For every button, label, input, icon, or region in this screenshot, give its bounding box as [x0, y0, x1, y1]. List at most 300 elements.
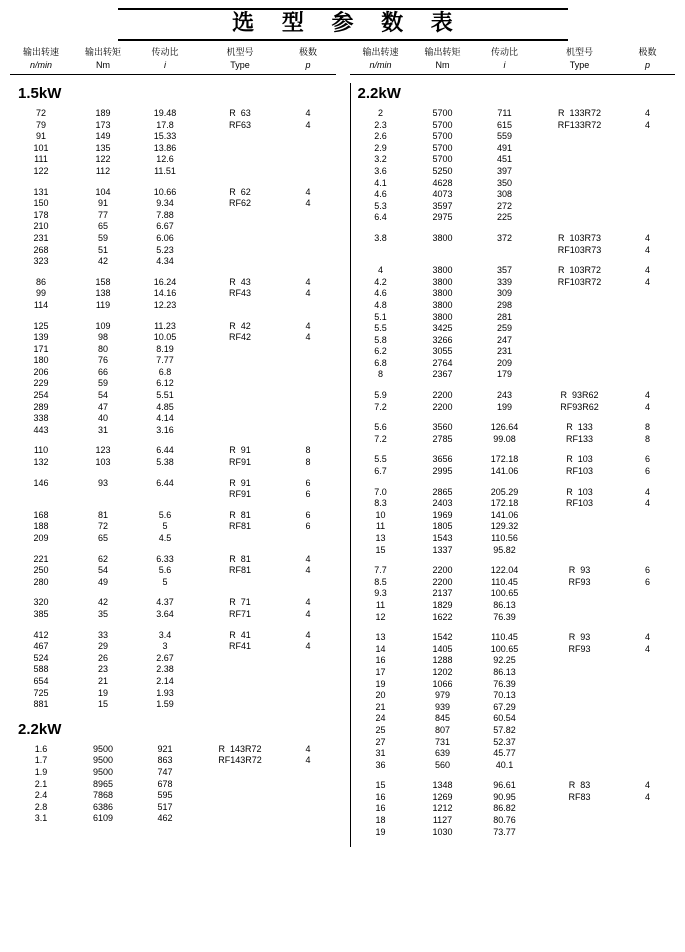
cell-output-torque: 1622	[432, 611, 453, 622]
left-column-header	[10, 45, 336, 71]
header-poles-symbol: p	[644, 60, 650, 70]
cell-output-speed: 268	[33, 244, 49, 255]
cell-poles: 4	[644, 119, 650, 130]
table-row	[350, 725, 676, 737]
cell-poles	[284, 676, 332, 688]
cell-poles	[624, 288, 672, 300]
cell-poles	[284, 355, 332, 367]
table-row	[10, 143, 336, 155]
cell-type	[536, 154, 624, 166]
cell-type: RF133	[565, 433, 593, 444]
cell-type	[536, 545, 624, 557]
table-row	[10, 256, 336, 268]
cell-ratio: 209	[496, 357, 513, 368]
cell-ratio: 517	[157, 801, 173, 812]
model-group	[350, 780, 676, 838]
table-row	[350, 545, 676, 557]
cell-output-speed: 16	[375, 803, 386, 814]
cell-output-torque: 2200	[432, 401, 453, 412]
table-row	[350, 498, 676, 510]
cell-poles	[284, 210, 332, 222]
cell-type: R 93R62	[560, 390, 599, 401]
cell-poles	[624, 702, 672, 714]
table-row	[10, 565, 336, 577]
cell-poles: 6	[644, 454, 650, 465]
table-row	[10, 154, 336, 166]
cell-output-torque: 122	[95, 154, 111, 165]
cell-output-torque: 135	[95, 142, 111, 153]
cell-output-torque: 9500	[92, 766, 114, 777]
cell-output-speed: 19	[375, 826, 386, 837]
cell-poles	[284, 653, 332, 665]
cell-output-torque: 5700	[432, 119, 453, 130]
cell-output-speed: 10	[375, 509, 386, 520]
model-group	[350, 108, 676, 224]
cell-type	[196, 802, 284, 814]
cell-ratio: 2.14	[156, 675, 174, 686]
header-ratio	[474, 47, 536, 71]
cell-output-speed: 91	[35, 131, 46, 142]
cell-poles	[624, 189, 672, 201]
header-output-torque-cn: 输出转矩	[424, 48, 461, 58]
cell-poles: 4	[305, 320, 311, 331]
table-row	[10, 300, 336, 312]
table-row	[350, 760, 676, 772]
cell-output-torque: 65	[97, 221, 108, 232]
cell-poles: 8	[305, 457, 311, 468]
cell-type	[196, 577, 284, 589]
cell-poles	[284, 664, 332, 676]
table-row	[350, 521, 676, 533]
cell-type: R 41	[229, 629, 251, 640]
cell-type	[196, 402, 284, 414]
cell-output-speed: 323	[33, 256, 49, 267]
cell-output-torque: 173	[95, 119, 111, 130]
cell-type: RF103	[565, 466, 593, 477]
model-group	[350, 632, 676, 771]
model-group	[10, 744, 336, 825]
header-ratio	[134, 47, 196, 71]
cell-ratio	[474, 245, 536, 257]
cell-type: RF62	[228, 198, 251, 209]
cell-type	[536, 323, 624, 335]
table-row	[350, 510, 676, 522]
cell-ratio: 231	[496, 346, 513, 357]
table-row	[10, 510, 336, 522]
table-row	[10, 355, 336, 367]
cell-poles: 6	[305, 489, 311, 500]
cell-poles: 8	[305, 445, 311, 456]
table-row	[10, 378, 336, 390]
cell-poles: 6	[305, 521, 311, 532]
table-row	[350, 780, 676, 792]
cell-type	[536, 713, 624, 725]
cell-output-torque: 1030	[432, 826, 453, 837]
cell-type	[536, 166, 624, 178]
cell-output-speed: 6.2	[374, 346, 387, 357]
cell-ratio: 3	[162, 641, 168, 652]
cell-output-speed: 2.1	[34, 778, 48, 789]
cell-type	[536, 588, 624, 600]
cell-output-speed: 17	[375, 666, 386, 677]
table-row	[350, 588, 676, 600]
cell-output-speed: 3.8	[374, 232, 387, 243]
cell-output-torque: 2785	[432, 433, 453, 444]
cell-ratio: 141.06	[490, 509, 519, 520]
table-row	[350, 565, 676, 577]
cell-output-speed: 139	[33, 332, 49, 343]
cell-type: R 103R72	[557, 265, 602, 276]
cell-output-torque: 9500	[92, 755, 114, 766]
table-row	[350, 600, 676, 612]
cell-ratio: 19.48	[153, 108, 177, 118]
cell-poles	[284, 790, 332, 802]
table-row	[350, 803, 676, 815]
cell-poles: 6	[644, 576, 650, 587]
cell-type	[196, 533, 284, 545]
cell-output-speed: 18	[375, 815, 386, 826]
header-output-torque-unit: Nm	[435, 60, 450, 70]
cell-poles: 4	[644, 791, 650, 802]
cell-poles: 4	[644, 108, 650, 118]
cell-ratio: 80.76	[493, 815, 516, 826]
cell-ratio: 225	[496, 212, 513, 223]
cell-ratio: 126.64	[490, 422, 519, 433]
cell-poles: 6	[644, 466, 650, 477]
cell-type	[536, 702, 624, 714]
right-header-rule	[350, 74, 676, 75]
table-row	[350, 466, 676, 478]
table-row	[350, 245, 676, 257]
cell-poles: 4	[305, 119, 311, 130]
cell-type: R 91	[229, 477, 251, 488]
cell-output-speed: 111	[34, 154, 48, 165]
cell-poles	[624, 369, 672, 381]
header-output-speed-unit: n/min	[369, 60, 392, 70]
cell-type: R 143R72	[218, 743, 262, 754]
table-row	[350, 154, 676, 166]
cell-type	[536, 690, 624, 702]
table-row	[10, 779, 336, 791]
cell-output-speed: 7.0	[374, 486, 387, 497]
cell-output-speed: 221	[33, 553, 49, 564]
cell-output-torque: 93	[97, 477, 108, 488]
header-poles	[284, 47, 332, 71]
cell-poles	[624, 335, 672, 347]
cell-ratio	[134, 489, 196, 501]
table-row	[10, 597, 336, 609]
table-row	[10, 131, 336, 143]
table-row	[10, 767, 336, 779]
cell-output-speed: 3.6	[374, 165, 387, 176]
cell-type	[196, 779, 284, 791]
cell-output-torque: 4628	[432, 177, 453, 188]
table-row	[350, 312, 676, 324]
table-row	[350, 346, 676, 358]
cell-output-torque: 2137	[432, 588, 453, 599]
cell-ratio: 921	[157, 743, 173, 754]
cell-ratio: 4.34	[156, 256, 174, 267]
cell-output-speed: 412	[33, 629, 49, 640]
cell-ratio: 96.61	[493, 780, 516, 791]
cell-type	[536, 143, 624, 155]
cell-ratio: 281	[496, 311, 513, 322]
cell-output-speed: 122	[33, 165, 49, 176]
cell-type	[196, 344, 284, 356]
cell-ratio: 11.23	[154, 320, 176, 331]
cell-output-torque: 3266	[432, 334, 453, 345]
cell-ratio: 397	[496, 165, 513, 176]
cell-output-speed: 385	[33, 608, 49, 619]
cell-ratio: 100.65	[490, 588, 519, 599]
header-output-speed-cn: 输出转速	[22, 48, 59, 58]
table-row	[10, 653, 336, 665]
table-row	[10, 457, 336, 469]
cell-ratio: 16.24	[153, 276, 177, 287]
cell-type	[536, 612, 624, 624]
cell-poles	[624, 143, 672, 155]
cell-poles	[624, 131, 672, 143]
cell-type	[536, 760, 624, 772]
cell-ratio: 13.86	[153, 142, 177, 153]
table-row	[10, 166, 336, 178]
cell-ratio: 8.19	[156, 343, 174, 354]
cell-type	[536, 369, 624, 381]
cell-type	[536, 600, 624, 612]
table-row	[350, 323, 676, 335]
table-row	[10, 664, 336, 676]
cell-output-speed: 178	[33, 209, 49, 220]
cell-output-speed: 114	[33, 299, 49, 310]
cell-output-torque: 91	[97, 198, 108, 209]
cell-output-speed: 7.7	[374, 565, 387, 576]
cell-output-speed: 86	[35, 276, 46, 287]
header-type	[196, 47, 284, 71]
cell-poles: 4	[305, 332, 311, 343]
cell-output-speed: 36	[375, 759, 386, 770]
cell-output-speed: 16	[375, 655, 386, 666]
cell-output-torque: 149	[95, 131, 111, 142]
cell-output-torque: 26	[97, 652, 108, 663]
cell-output-torque: 3656	[432, 454, 453, 465]
cell-ratio: 4.85	[156, 401, 174, 412]
table-row	[10, 744, 336, 756]
cell-output-torque: 72	[97, 521, 108, 532]
table-row	[10, 813, 336, 825]
table-row	[10, 641, 336, 653]
cell-ratio: 5	[162, 576, 168, 587]
table-row	[350, 434, 676, 446]
cell-type	[196, 367, 284, 379]
cell-poles: 4	[305, 565, 311, 576]
cell-poles	[624, 201, 672, 213]
cell-ratio: 52.37	[493, 736, 516, 747]
cell-poles	[624, 815, 672, 827]
cell-poles	[284, 154, 332, 166]
cell-ratio: 298	[496, 299, 513, 310]
model-group	[10, 277, 336, 312]
cell-output-speed: 21	[375, 701, 386, 712]
table-row	[10, 489, 336, 501]
cell-output-torque: 59	[97, 232, 108, 243]
header-type	[536, 47, 624, 71]
cell-output-speed: 11	[375, 521, 386, 532]
cell-poles	[624, 358, 672, 370]
model-group	[10, 478, 336, 501]
cell-output-speed: 72	[35, 108, 46, 118]
table-row	[10, 699, 336, 711]
cell-output-speed: 4.6	[374, 189, 387, 200]
cell-output-speed: 5.5	[374, 323, 387, 334]
cell-output-torque: 2367	[432, 369, 453, 380]
cell-type	[196, 413, 284, 425]
table-row	[350, 667, 676, 679]
cell-poles: 4	[305, 743, 311, 754]
table-row	[350, 655, 676, 667]
cell-poles: 4	[305, 276, 311, 287]
cell-output-speed: 99	[35, 288, 46, 299]
cell-ratio: 5.6	[158, 509, 172, 520]
cell-type: R 81	[229, 509, 251, 520]
cell-output-speed: 5.9	[374, 390, 387, 401]
header-ratio-unit: i	[503, 60, 506, 70]
cell-ratio: 451	[496, 154, 513, 165]
table-row	[350, 702, 676, 714]
cell-type	[536, 748, 624, 760]
cell-ratio: 15.33	[153, 131, 177, 142]
cell-ratio: 2.38	[156, 664, 174, 675]
cell-output-torque: 807	[434, 724, 451, 735]
table-row	[10, 321, 336, 333]
header-output-speed	[350, 47, 412, 71]
cell-poles	[624, 690, 672, 702]
cell-output-torque: 76	[97, 355, 108, 366]
cell-output-torque: 845	[434, 713, 451, 724]
cell-ratio: 12.6	[156, 154, 174, 165]
cell-ratio: 110.56	[491, 533, 518, 543]
right-column-header	[350, 45, 676, 71]
cell-type	[536, 212, 624, 224]
cell-output-torque: 9500	[92, 743, 114, 754]
cell-poles	[284, 245, 332, 257]
cell-ratio: 309	[496, 288, 513, 299]
cell-output-speed: 6.7	[374, 466, 387, 477]
cell-output-speed: 1.9	[34, 766, 48, 777]
cell-poles	[624, 612, 672, 624]
cell-ratio: 5.6	[158, 565, 172, 576]
cell-ratio: 3.64	[156, 608, 174, 619]
cell-ratio: 1.59	[156, 699, 174, 710]
cell-ratio: 110.45	[491, 632, 518, 643]
cell-output-torque: 3800	[432, 276, 453, 287]
table-row	[10, 120, 336, 132]
table-row	[10, 233, 336, 245]
cell-poles: 4	[644, 265, 650, 276]
cell-ratio: 110.45	[491, 576, 518, 587]
cell-ratio: 40.1	[495, 759, 514, 770]
cell-poles: 4	[644, 498, 650, 509]
cell-ratio: 372	[496, 232, 513, 243]
cell-poles	[624, 510, 672, 522]
cell-poles: 8	[644, 433, 650, 444]
cell-output-speed: 31	[375, 748, 386, 759]
cell-poles: 4	[644, 486, 650, 497]
cell-ratio: 14.16	[153, 288, 177, 299]
cell-poles	[284, 166, 332, 178]
power-rating-heading: 2.2kW	[18, 720, 62, 738]
table-row	[10, 609, 336, 621]
cell-output-torque: 3597	[432, 200, 453, 211]
header-output-speed	[10, 47, 72, 71]
cell-type	[196, 131, 284, 143]
cell-output-speed: 209	[33, 533, 49, 543]
cell-output-torque: 7868	[92, 790, 114, 801]
cell-output-speed: 443	[33, 424, 49, 435]
cell-output-torque: 104	[95, 186, 111, 197]
model-group	[10, 321, 336, 437]
cell-ratio: 7.77	[156, 355, 174, 366]
cell-type: RF83	[568, 791, 591, 802]
cell-type: RF63	[228, 119, 251, 130]
cell-output-torque: 98	[97, 332, 108, 343]
cell-output-speed: 254	[33, 390, 49, 401]
cell-type	[196, 813, 284, 825]
cell-output-torque: 15	[97, 699, 108, 710]
cell-poles	[624, 323, 672, 335]
cell-poles	[284, 367, 332, 379]
cell-type	[196, 355, 284, 367]
cell-output-speed: 9.3	[374, 588, 387, 599]
cell-output-speed: 467	[33, 641, 49, 652]
model-group	[10, 510, 336, 545]
cell-output-torque: 3800	[432, 288, 453, 299]
page-title: 选 型 参 数 表	[232, 11, 463, 36]
table-row	[10, 577, 336, 589]
cell-output-torque: 112	[95, 165, 111, 176]
cell-output-torque: 1805	[432, 521, 453, 532]
cell-type: R 42	[229, 320, 251, 331]
table-row	[10, 755, 336, 767]
cell-output-torque: 23	[97, 664, 108, 675]
cell-output-torque: 62	[97, 553, 108, 564]
right-column-body	[350, 85, 676, 838]
cell-ratio: 308	[496, 189, 513, 200]
cell-output-torque: 29	[97, 641, 108, 652]
cell-poles	[624, 713, 672, 725]
cell-ratio: 129.32	[490, 521, 519, 532]
cell-output-speed: 210	[33, 221, 49, 232]
header-output-torque-cn: 输出转矩	[84, 48, 121, 58]
cell-poles	[624, 521, 672, 533]
cell-ratio: 11.51	[154, 165, 176, 176]
cell-ratio: 100.65	[490, 643, 519, 654]
cell-output-torque: 42	[97, 256, 108, 267]
cell-output-torque: 3055	[432, 346, 453, 357]
model-group	[10, 445, 336, 468]
table-row	[350, 690, 676, 702]
cell-output-torque: 2200	[432, 390, 453, 401]
cell-type: RF43	[228, 288, 251, 299]
table-row	[350, 212, 676, 224]
cell-ratio: 17.8	[156, 119, 174, 130]
cell-poles	[624, 737, 672, 749]
cell-type: R 91	[229, 445, 251, 456]
cell-output-speed: 27	[375, 736, 386, 747]
cell-type	[536, 312, 624, 324]
table-row	[10, 521, 336, 533]
cell-output-torque	[72, 489, 134, 501]
cell-ratio: 70.13	[493, 690, 516, 701]
